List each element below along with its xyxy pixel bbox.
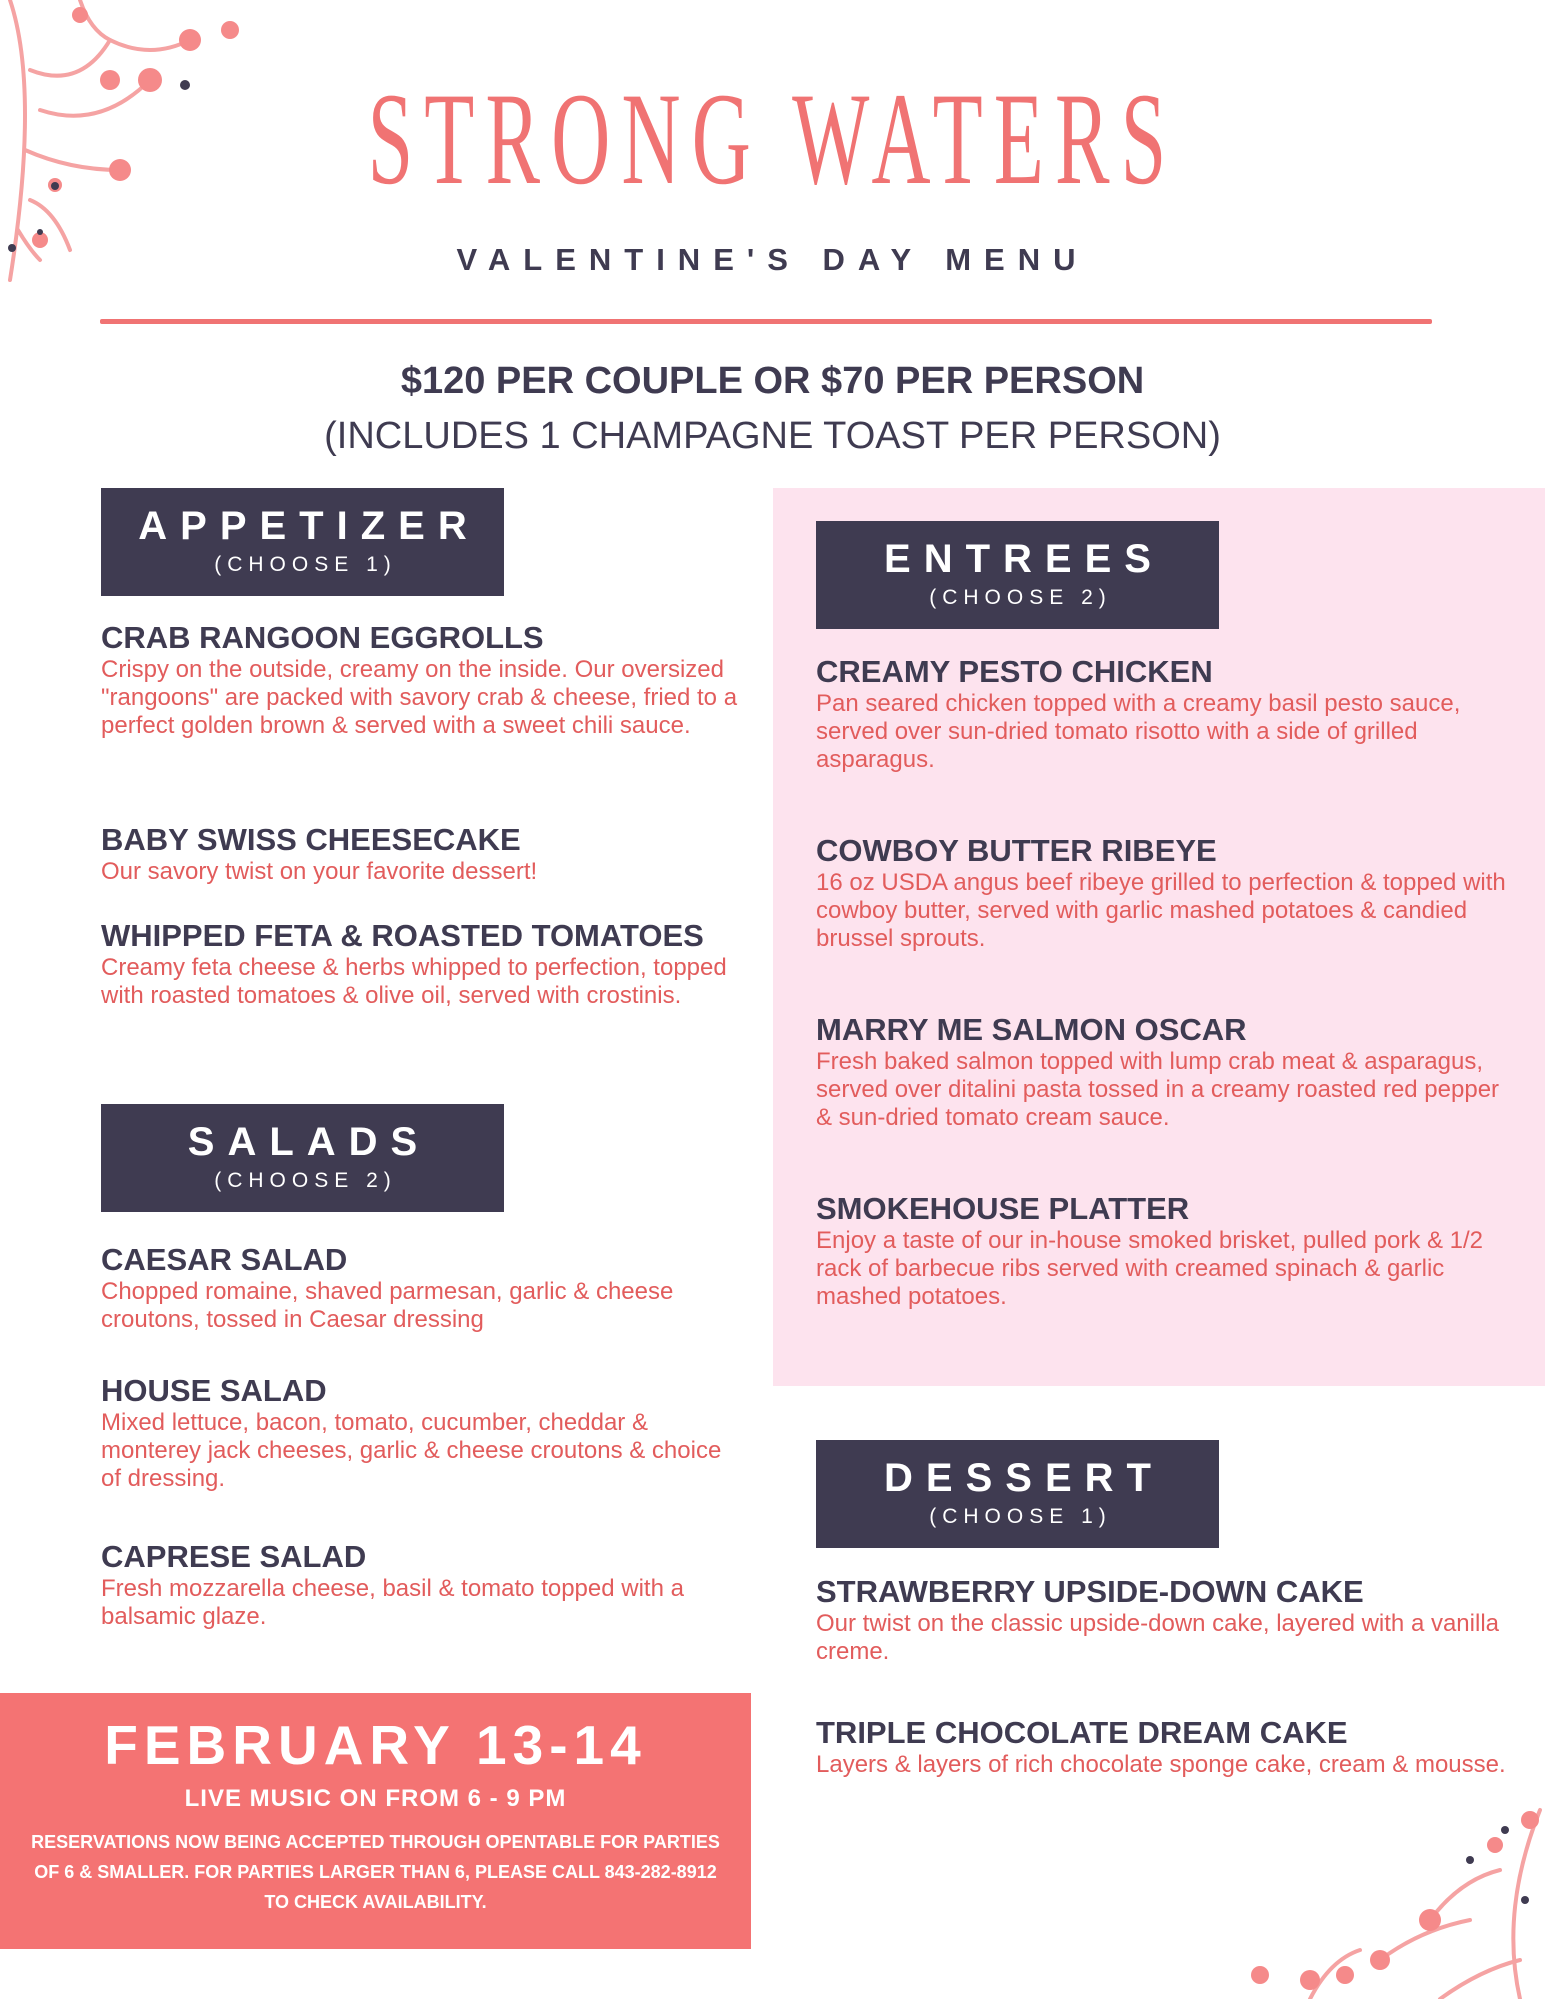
item-description: Pan seared chicken topped with a creamy basil pesto sauce, served over sun-dried tomato risotto with a side of grilled asparagus. — [816, 690, 1461, 773]
entrees-title: ENTREES — [884, 537, 1164, 581]
menu-item — [816, 1191, 1506, 1311]
menu-item — [101, 1373, 741, 1493]
item-description: Creamy feta cheese & herbs whipped to perfection, topped with roasted tomatoes & olive oil, served with crostinis. — [101, 954, 727, 1009]
menu-item — [101, 918, 741, 1010]
item-name: CAESAR SALAD — [101, 1242, 348, 1277]
item-description: Enjoy a taste of our in-house smoked brisket, pulled pork & 1/2 rack of barbecue ribs served with creamed spinach & garlic mashed potatoes. — [816, 1227, 1484, 1310]
salads-title: SALADS — [187, 1120, 431, 1164]
item-description: Our savory twist on your favorite dessert! — [101, 858, 538, 885]
appetizer-choose: (CHOOSE 1) — [214, 553, 397, 576]
reservation-note: RESERVATIONS NOW BEING ACCEPTED THROUGH OPENTABLE FOR PARTIES OF 6 & SMALLER. FOR PARTIES LARGER THAN 6, PLEASE CALL 843-282-8912 TO CHECK AVAILABILITY. — [31, 1832, 720, 1912]
live-music-note: LIVE MUSIC ON FROM 6 - 9 PM — [184, 1785, 567, 1812]
item-description: Fresh baked salmon topped with lump crab meat & asparagus, served over ditalini pasta tossed in a creamy roasted red pepper & sun-dried tomato cream sauce. — [816, 1048, 1500, 1131]
menu-item — [816, 654, 1506, 774]
item-name: MARRY ME SALMON OSCAR — [816, 1012, 1247, 1047]
item-description: Layers & layers of rich chocolate sponge cake, cream & mousse. — [816, 1751, 1506, 1778]
event-info-box — [0, 1693, 751, 1949]
price-note: (INCLUDES 1 CHAMPAGNE TOAST PER PERSON) — [324, 415, 1221, 457]
dessert-choose: (CHOOSE 1) — [929, 1505, 1112, 1528]
price-line: $120 PER COUPLE OR $70 PER PERSON — [400, 360, 1145, 402]
dessert-title: DESSERT — [884, 1456, 1164, 1500]
salads-heading — [101, 1104, 504, 1212]
menu-item — [816, 1012, 1506, 1132]
item-name: STRAWBERRY UPSIDE-DOWN CAKE — [816, 1574, 1364, 1609]
header-divider — [100, 319, 1432, 324]
item-name: CREAMY PESTO CHICKEN — [816, 654, 1213, 689]
item-name: SMOKEHOUSE PLATTER — [816, 1191, 1190, 1226]
item-description: Crispy on the outside, creamy on the inside. Our oversized "rangoons" are packed with savory crab & cheese, fried to a perfect golden brown & served with a sweet chili sauce. — [101, 656, 738, 739]
event-date: FEBRUARY 13-14 — [104, 1714, 647, 1776]
item-name: HOUSE SALAD — [101, 1373, 327, 1408]
item-description: Our twist on the classic upside-down cake, layered with a vanilla creme. — [816, 1610, 1499, 1665]
appetizer-title: APPETIZER — [138, 504, 480, 548]
item-name: WHIPPED FETA & ROASTED TOMATOES — [101, 918, 704, 953]
item-description: Mixed lettuce, bacon, tomato, cucumber, cheddar & monterey jack cheeses, garlic & cheese croutons & choice of dressing. — [101, 1409, 722, 1492]
item-name: BABY SWISS CHEESECAKE — [101, 822, 521, 857]
item-name: CRAB RANGOON EGGROLLS — [101, 620, 544, 655]
menu-item — [816, 1574, 1506, 1666]
menu-item — [101, 822, 741, 886]
floral-branch-bottom-right-icon — [1240, 1790, 1545, 1999]
salads-choose: (CHOOSE 2) — [214, 1169, 397, 1192]
entrees-heading — [816, 521, 1219, 629]
menu-item — [816, 1715, 1506, 1779]
restaurant-name: STRONG WATERS — [367, 65, 1178, 212]
menu-item — [101, 620, 741, 740]
item-description: Fresh mozzarella cheese, basil & tomato topped with a balsamic glaze. — [101, 1575, 684, 1630]
item-description: 16 oz USDA angus beef ribeye grilled to perfection & topped with cowboy butter, served with garlic mashed potatoes & candied brussel sprouts. — [816, 869, 1506, 952]
menu-item — [101, 1539, 741, 1631]
item-name: COWBOY BUTTER RIBEYE — [816, 833, 1217, 868]
item-name: CAPRESE SALAD — [101, 1539, 367, 1574]
menu-item — [816, 833, 1506, 953]
item-name: TRIPLE CHOCOLATE DREAM CAKE — [816, 1715, 1348, 1750]
menu-subtitle: VALENTINE'S DAY MENU — [456, 242, 1089, 277]
dessert-heading — [816, 1440, 1219, 1548]
menu-item — [101, 1242, 741, 1334]
entrees-choose: (CHOOSE 2) — [929, 586, 1112, 609]
item-description: Chopped romaine, shaved parmesan, garlic & cheese croutons, tossed in Caesar dressing — [101, 1278, 674, 1333]
appetizer-heading — [101, 488, 504, 596]
